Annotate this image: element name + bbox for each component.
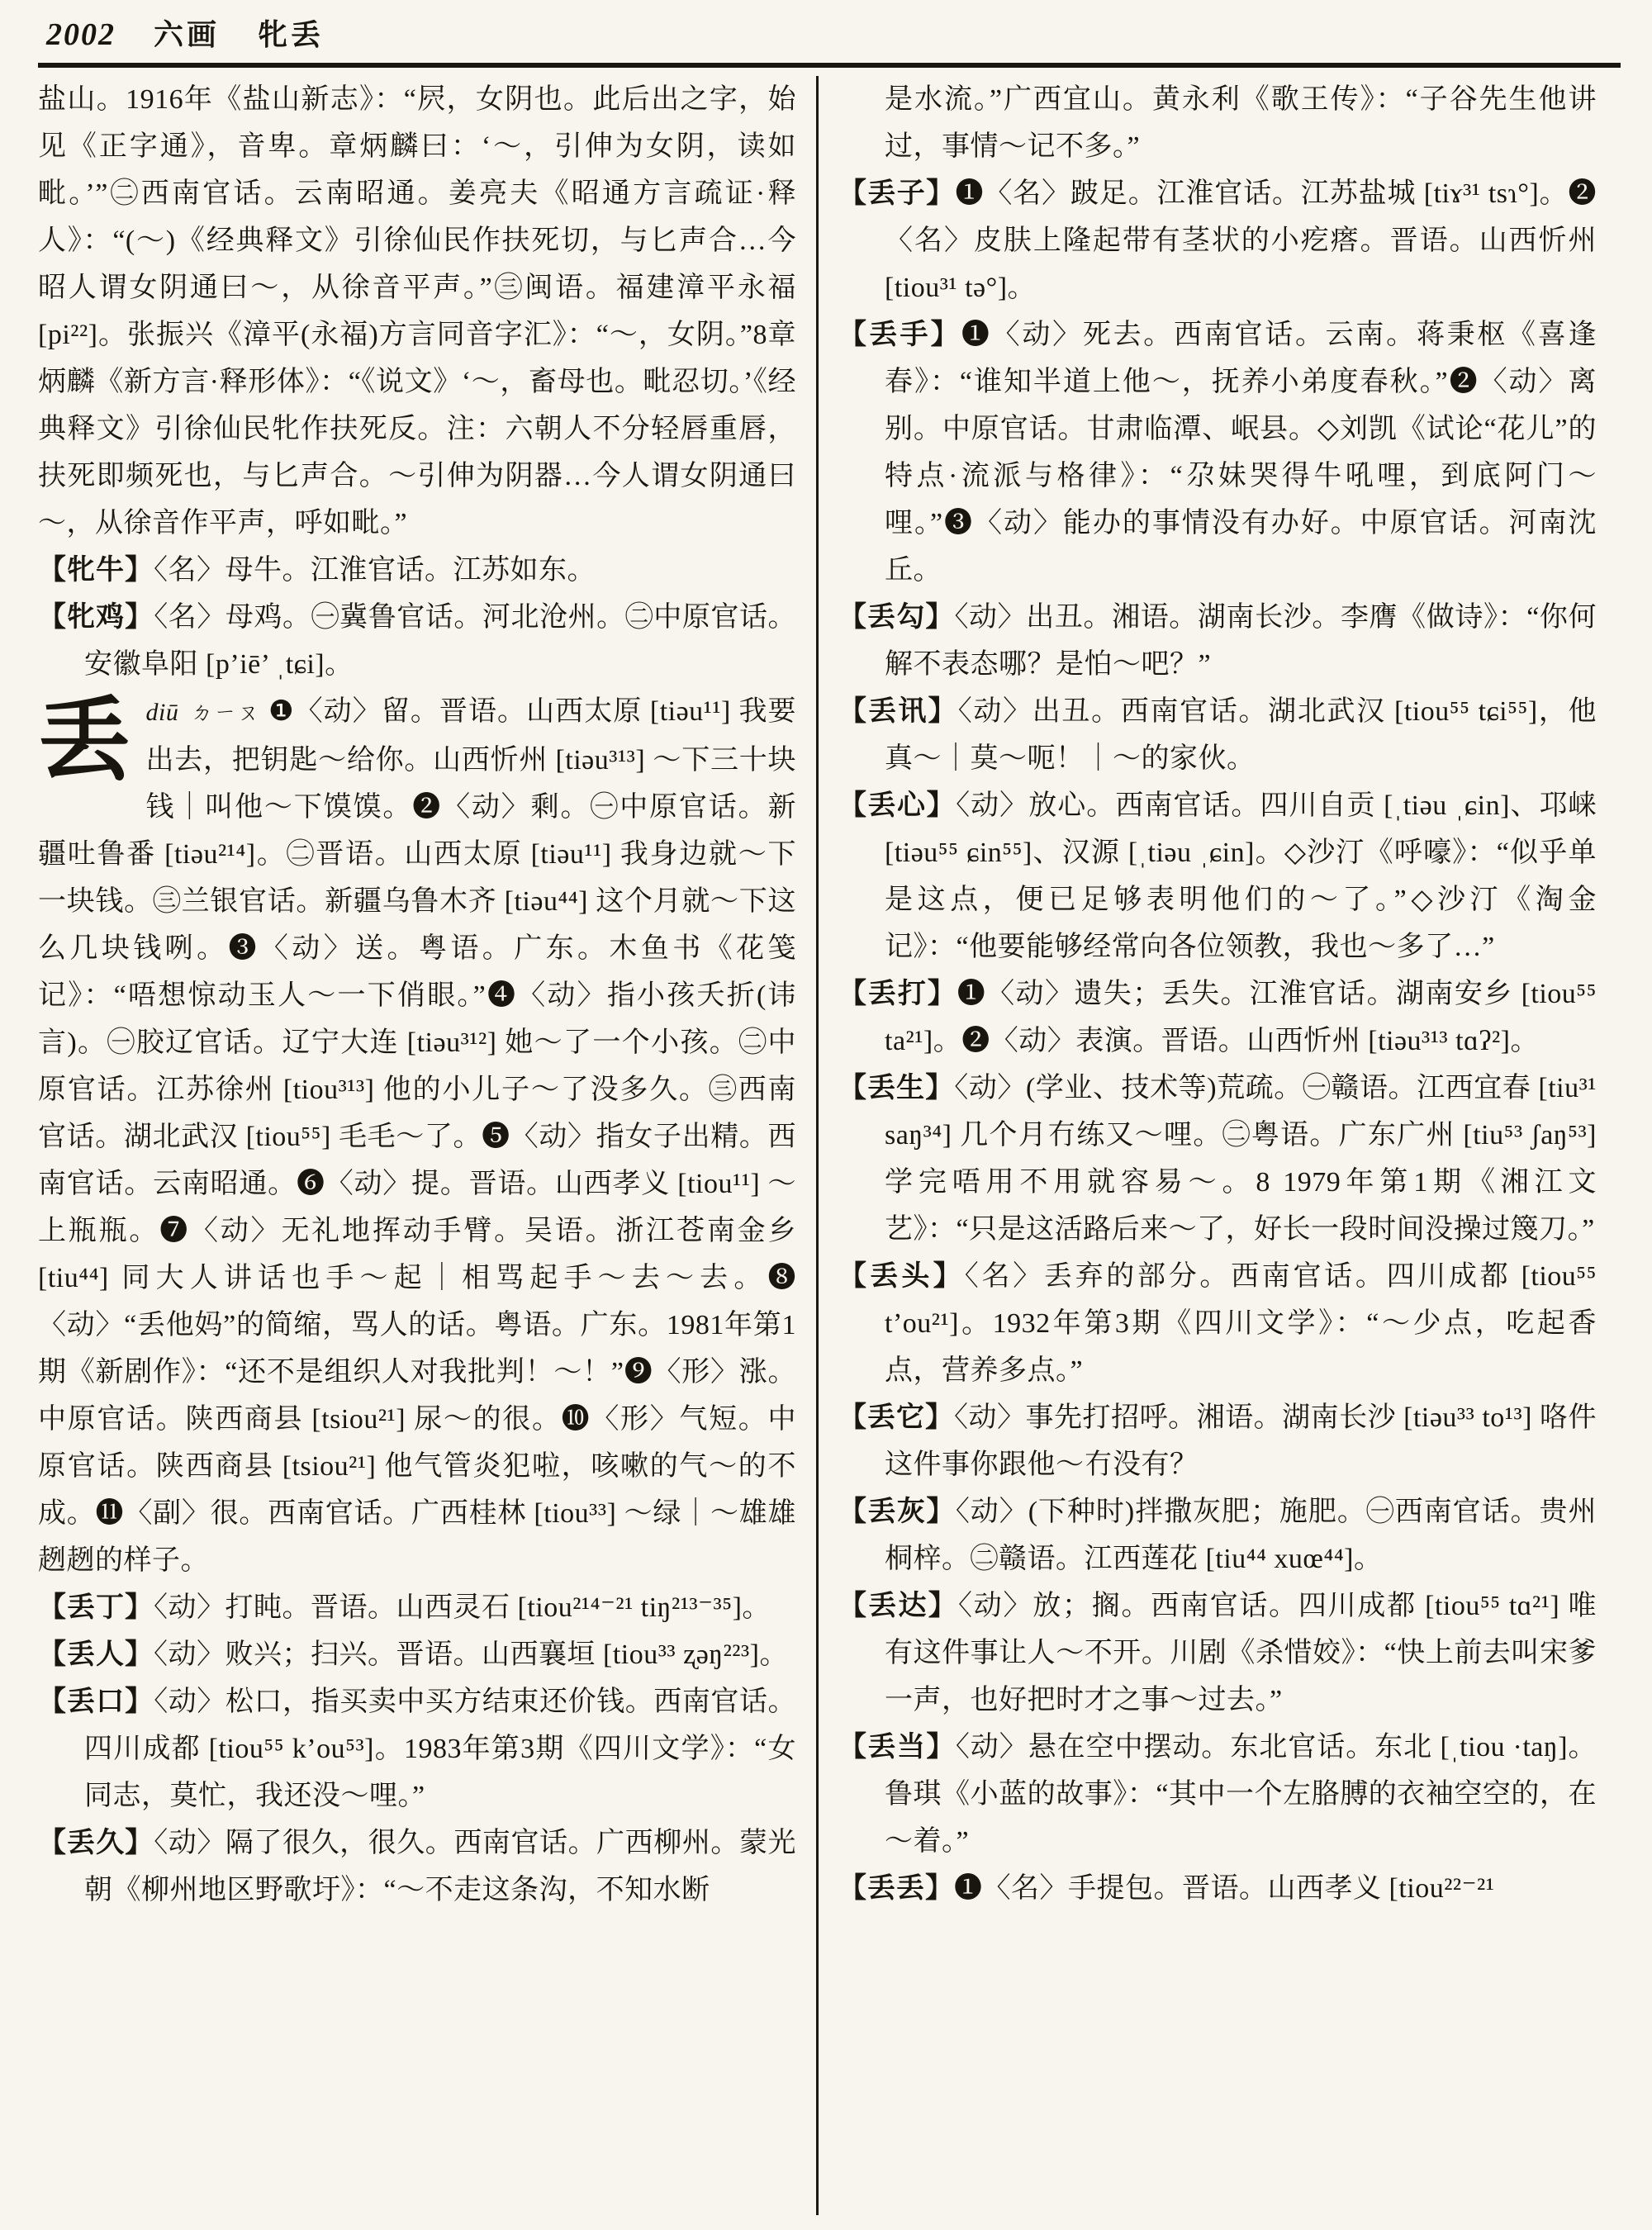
dictionary-entry xyxy=(838,1065,1597,1253)
headword-pinyin: diū xyxy=(145,699,179,726)
entry-headword: 【丢口】 xyxy=(38,1687,154,1717)
entry-headword: 【丢达】 xyxy=(838,1591,958,1621)
entry-body: 〈名〉母牛。江淮官话。江苏如东。 xyxy=(154,555,596,586)
entry-body: 〈动〉隔了很久，很久。西南官话。广西柳州。蒙光朝《柳州地区野歌圩》：“～不走这条沟，不知水断 xyxy=(84,1828,796,1905)
dictionary-entry xyxy=(38,1631,796,1678)
entry-headword: 【丢人】 xyxy=(38,1639,154,1670)
entry-headword: 【丢手】 xyxy=(838,320,961,350)
dictionary-entry xyxy=(838,1253,1597,1394)
continuation-paragraph xyxy=(38,76,796,547)
entry-headword: 【丢久】 xyxy=(38,1828,154,1858)
stroke-section-label: 六画 xyxy=(154,18,221,51)
header-rule xyxy=(38,63,1621,68)
headword-zhuyin: ㄉㄧㄡ xyxy=(190,700,261,725)
entry-body: 〈动〉败兴；扫兴。晋语。山西襄垣 [tiou³³ ʐəŋ²²³]。 xyxy=(154,1639,789,1670)
entry-body: 〈动〉放；搁。西南官话。四川成都 [tiou⁵⁵ tɑ²¹] 唯有这件事让人～不开。川剧《杀惜姣》：“快上前去叫宋爹一声，也好把时才之事～过去。” xyxy=(885,1591,1597,1715)
entry-body: 〈名〉丢弃的部分。西南官话。四川成都 [tiou⁵⁵ t’ou²¹]。1932年第3期《四川文学》：“～少点，吃起香点，营养多点。” xyxy=(885,1261,1597,1386)
dictionary-entry xyxy=(838,1724,1597,1865)
entry-body: 〈动〉悬在空中摆动。东北官话。东北 [ˌtiou ·taŋ]。鲁琪《小蓝的故事》：“其中一个左胳膊的衣袖空空的，在～着。” xyxy=(885,1732,1597,1857)
entry-headword: 【丢心】 xyxy=(838,790,957,821)
entry-body: 〈动〉出丑。湘语。湖南长沙。李膺《做诗》：“你何解不表态哪？是怕～吧？” xyxy=(885,602,1597,680)
entry-body: ❶〈名〉手提包。晋语。山西孝义 [tiou²²⁻²¹ xyxy=(954,1873,1495,1904)
dictionary-entry xyxy=(838,170,1597,311)
headword-character: 丢 xyxy=(38,690,131,792)
page-body xyxy=(38,76,1621,2215)
entry-body: 〈动〉出丑。西南官话。湖北武汉 [tiou⁵⁵ tɕi⁵⁵]，他真～｜莫～呃！｜～的家伙。 xyxy=(885,696,1597,774)
entry-headword: 【丢讯】 xyxy=(838,696,958,727)
entry-headword: 【丢当】 xyxy=(838,1732,956,1763)
dictionary-entry xyxy=(38,1584,796,1631)
entry-headword: 【丢丢】 xyxy=(838,1873,954,1904)
entry-headword: 【丢灰】 xyxy=(838,1497,956,1527)
entry-headword: 【丢它】 xyxy=(838,1402,955,1433)
entry-body: 〈动〉(下种时)拌撒灰肥；施肥。㊀西南官话。贵州桐梓。㊁赣语。江西莲花 [tiu⁴⁴ xuœ⁴⁴]。 xyxy=(885,1497,1597,1574)
dictionary-entry xyxy=(38,688,796,1584)
entry-body: 盐山。1916年《盐山新志》：“屄，女阴也。此后出之字，始见《正字通》，音卑。章炳麟曰：‘～，引伸为女阴，读如毗。’”㊁西南官话。云南昭通。姜亮夫《昭通方言疏证·释人》：“(～)《经典释文》引徐仙民作扶死切，与匕声合…今昭人谓女阴通曰～，从徐音平声。”㊂闽语。福建漳平永福 [pi²²]。张振兴《漳平(永福)方言同音字汇》：“～，女阴。”8章炳麟《新方言·释形体》：“《说文》‘～，畜母也。毗忍切。’《经典释文》引徐仙民牝作扶死反。注：六朝人不分轻唇重唇，扶死即频死也，与匕声合。～引伸为阴器…今人谓女阴通曰～，从徐音作平声，呼如毗。” xyxy=(38,84,796,539)
dictionary-entry xyxy=(838,970,1597,1065)
dictionary-entry xyxy=(38,547,796,594)
entry-headword: 【丢打】 xyxy=(838,979,957,1009)
entry-body: 〈动〉(学业、技术等)荒疏。㊀赣语。江西宜春 [tiu³¹ saŋ³⁴] 几个月冇练又～哩。㊁粤语。广东广州 [tiu⁵³ ʃaŋ⁵³] 学完唔用不用就容易～。8 1979年第1期《湘江文艺》：“只是这活路后来～了，好长一段时间没操过篾刀。” xyxy=(885,1073,1597,1245)
entry-headword: 【丢生】 xyxy=(838,1073,955,1103)
entry-headword: 【丢勾】 xyxy=(838,602,955,633)
dictionary-entry xyxy=(838,1582,1597,1724)
dictionary-entry xyxy=(38,594,796,688)
dictionary-entry xyxy=(838,1394,1597,1488)
dictionary-entry xyxy=(838,782,1597,970)
dictionary-entry xyxy=(838,1865,1597,1912)
entry-body: ❶〈动〉死去。西南官话。云南。蒋秉枢《喜逢春》：“谁知半道上他～，抚养小弟度春秋。”❷〈动〉离别。中原官话。甘肃临潭、岷县。◇刘凯《试论“花儿”的特点·流派与格律》：“尕妹哭得牛吼哩，到底阿门～哩。”❸〈动〉能办的事情没有办好。中原官话。河南沈丘。 xyxy=(885,320,1597,586)
page-header xyxy=(38,12,1621,58)
dictionary-entry xyxy=(838,311,1597,594)
entry-headword: 【丢头】 xyxy=(838,1261,965,1292)
entry-headword: 【牝鸡】 xyxy=(38,602,154,633)
dictionary-entry xyxy=(38,1820,796,1914)
entry-body: 〈动〉放心。西南官话。四川自贡 [ˌtiəu ˌɕin]、邛崃 [tiəu⁵⁵ ɕin⁵⁵]、汉源 [ˌtiəu ˌɕin]。◇沙汀《呼嚎》：“似乎单是这点，便已足够表明他们的～了。”◇沙汀《淘金记》：“他要能够经常向各位领教，我也～多了…” xyxy=(885,790,1597,962)
entry-body: ❶〈动〉遗失；丢失。江淮官话。湖南安乡 [tiou⁵⁵ ta²¹]。❷〈动〉表演。晋语。山西忻州 [tiəu³¹³ tɑʔ²]。 xyxy=(885,979,1597,1056)
dictionary-entry xyxy=(838,688,1597,782)
entry-body: 〈名〉母鸡。㊀冀鲁官话。河北沧州。㊁中原官话。安徽阜阳 [p’iē’ ˌtɕi]。 xyxy=(84,602,796,680)
column-divider xyxy=(816,76,819,2215)
page-number: 2002 xyxy=(46,17,116,52)
entry-headword: 【丢丁】 xyxy=(38,1592,154,1623)
left-column xyxy=(38,76,796,2215)
entry-body: 是水流。”广西宜山。黄永利《歌王传》：“子谷先生他讲过，事情～记不多。” xyxy=(885,84,1597,162)
page-guide-characters: 牝丢 xyxy=(258,18,325,51)
entry-body: ❶〈动〉留。晋语。山西太原 [tiəu¹¹] 我要出去，把钥匙～给你。山西忻州 [tiəu³¹³] ～下三十块钱｜叫他～下馍馍。❷〈动〉剩。㊀中原官话。新疆吐鲁番 [tiəu²¹⁴]。㊁晋语。山西太原 [tiəu¹¹] 我身边就～下一块钱。㊂兰银官话。新疆乌鲁木齐 [tiəu⁴⁴] 这个月就～下这么几块钱咧。❸〈动〉送。粤语。广东。木鱼书《花笺记》：“唔想惊动玉人～一下俏眼。”❹〈动〉指小孩夭折(讳言)。㊀胶辽官话。辽宁大连 [tiəu³¹²] 她～了一个小孩。㊁中原官话。江苏徐州 [tiou³¹³] 他的小儿子～了没多久。㊂西南官话。湖北武汉 [tiou⁵⁵] 毛毛～了。❺〈动〉指女子出精。西南官话。云南昭通。❻〈动〉提。晋语。山西孝义 [tiou¹¹] ～上瓶瓶。❼〈动〉无礼地挥动手臂。吴语。浙江苍南金乡 [tiu⁴⁴] 同大人讲话也手～起｜相骂起手～去～去。❽〈动〉“丢他妈”的简缩，骂人的话。粤语。广东。1981年第1期《新剧作》：“还不是组织人对我批判！～！”❾〈形〉涨。中原官话。陕西商县 [tsiou²¹] 尿～的很。❿〈形〉气短。中原官话。陕西商县 [tsiou²¹] 他气管炎犯啦，咳嗽的气～的不成。⓫〈副〉很。西南官话。广西桂林 [tiou³³] ～绿｜～雄雄趔趔的样子。 xyxy=(38,696,796,1576)
entry-body: ❶〈名〉跛足。江淮官话。江苏盐城 [tiɤ³¹ tsɿ°]。❷〈名〉皮肤上隆起带有茎状的小疙瘩。晋语。山西忻州 [tiou³¹ tə°]。 xyxy=(885,178,1597,303)
entry-body: 〈动〉事先打招呼。湘语。湖南长沙 [tiəu³³ to¹³] 咯件这件事你跟他～冇没有？ xyxy=(885,1402,1597,1480)
dictionary-entry xyxy=(838,594,1597,688)
entry-headword: 【牝牛】 xyxy=(38,555,154,586)
entry-body: 〈动〉打盹。晋语。山西灵石 [tiou²¹⁴⁻²¹ tiŋ²¹³⁻³⁵]。 xyxy=(154,1592,771,1623)
entry-headword: 【丢子】 xyxy=(838,178,956,209)
entry-body: 〈动〉松口，指买卖中买方结束还价钱。西南官话。四川成都 [tiou⁵⁵ k’ou⁵³]。1983年第3期《四川文学》：“女同志，莫忙，我还没～哩。” xyxy=(84,1687,796,1811)
right-column xyxy=(838,76,1597,2215)
dictionary-entry xyxy=(38,1678,796,1820)
continuation-paragraph xyxy=(838,76,1597,170)
dictionary-entry xyxy=(838,1488,1597,1582)
